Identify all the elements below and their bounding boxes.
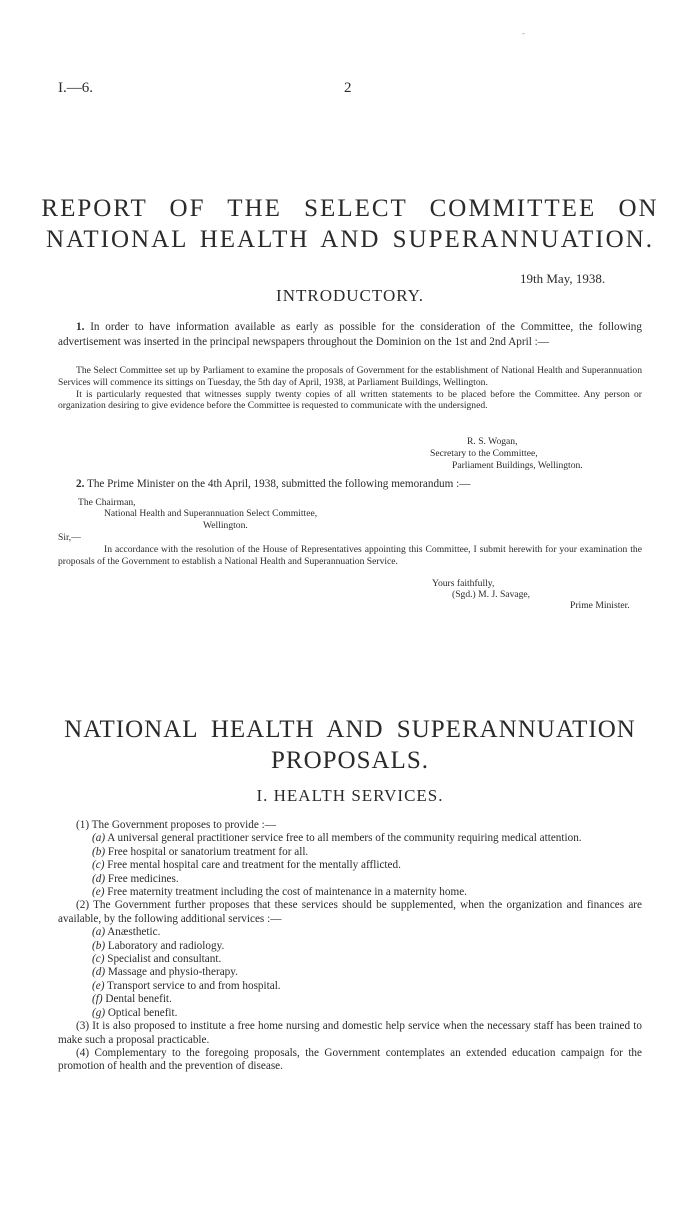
paragraph-2-number: 2. — [76, 478, 85, 490]
page-number: 2 — [344, 80, 352, 96]
report-title-line-1: REPORT OF THE SELECT COMMITTEE ON — [41, 195, 659, 222]
proposals-paragraph-1-intro: (1) The Government proposes to provide :— — [76, 819, 276, 831]
memo-closing: Yours faithfully, — [432, 578, 495, 589]
advertisement-signature-name: R. S. Wogan, — [467, 436, 518, 447]
advertisement-paragraph-1: The Select Committee set up by Parliament to examine the proposals of Government for the establishment of National Health and Superannuation Services will commence its sittings on Tuesday, the 5th day of April, 1938, at Parliament Buildings, Wellington. — [58, 365, 642, 388]
memo-address-3: Wellington. — [203, 520, 248, 531]
memo-address-1: The Chairman, — [78, 497, 136, 508]
report-title — [0, 193, 700, 255]
paragraph-1-number: 1. — [76, 321, 85, 333]
proposals-section-1 — [58, 819, 642, 1074]
list-item: (g) Optical benefit. — [92, 1006, 178, 1019]
list-item: (b) Free hospital or sanatorium treatment for all. — [92, 845, 309, 858]
proposals-title — [0, 714, 700, 776]
report-date: 19th May, 1938. — [520, 271, 606, 286]
proposals-title-line-1: NATIONAL HEALTH AND SUPERANNUATION — [64, 716, 636, 743]
introductory-heading: INTRODUCTORY. — [276, 286, 424, 305]
corner-mark: - — [522, 28, 525, 38]
list-item: (d) Massage and physio-therapy. — [92, 966, 238, 979]
list-item: (c) Specialist and consultant. — [92, 953, 222, 966]
list-item: (e) Free maternity treatment including the cost of maintenance in a maternity home. — [92, 886, 467, 899]
memo-salutation: Sir,— — [58, 532, 81, 543]
proposals-paragraph-4: (4) Complementary to the foregoing proposals, the Government contemplates an extended education campaign for the promotion of health and the prevention of disease. — [58, 1046, 642, 1073]
advertisement-signature-place: Parliament Buildings, Wellington. — [452, 460, 583, 471]
memo-address-2: National Health and Superannuation Select Committee, — [104, 508, 318, 519]
list-item: (a) Anæsthetic. — [92, 926, 161, 939]
health-services-heading: I. HEALTH SERVICES. — [256, 786, 444, 805]
document-reference: I.—6. — [58, 80, 93, 96]
memo-signed: (Sgd.) M. J. Savage, — [452, 589, 531, 600]
proposals-paragraph-2-intro: (2) The Government further proposes that these services should be supplemented, when the organization and finances are available, by the following additional services :— — [58, 899, 642, 925]
list-item: (b) Laboratory and radiology. — [92, 939, 225, 952]
proposals-paragraph-3: (3) It is also proposed to institute a free home nursing and domestic help service when the necessary staff has been trained to make such a proposal practicable. — [58, 1020, 642, 1046]
list-item: (c) Free mental hospital care and treatment for the mentally afflicted. — [92, 859, 401, 872]
list-item: (f) Dental benefit. — [92, 993, 172, 1006]
list-item: (e) Transport service to and from hospital. — [92, 979, 281, 992]
advertisement-signature-title: Secretary to the Committee, — [430, 448, 538, 459]
paragraph-2-text: The Prime Minister on the 4th April, 1938, submitted the following memorandum :— — [84, 478, 471, 490]
paragraph-2 — [58, 477, 642, 492]
proposals-title-line-2: PROPOSALS. — [271, 747, 429, 774]
memo-body: In accordance with the resolution of the House of Representatives appointing this Committee, I submit herewith for your examination the proposals of the Government to establish a National Health and Superannuation Service. — [58, 544, 642, 567]
advertisement — [58, 365, 642, 412]
memo-signer-title: Prime Minister. — [570, 600, 630, 611]
list-item: (a) A universal general practitioner service free to all members of the community requiring medical attention. — [92, 832, 582, 845]
advertisement-paragraph-2: It is particularly requested that witnesses supply twenty copies of all written statements to be placed before the Committee. Any person or organization desiring to give evidence before the Committee is requested to communicate with the undersigned. — [58, 388, 642, 412]
paragraph-1-text: In order to have information available as early as possible for the consideration of the Committee, the following advertisement was inserted in the principal newspapers throughout the Dominion on the 1st and 2nd April :— — [58, 321, 642, 348]
list-item: (d) Free medicines. — [92, 872, 179, 885]
report-title-line-2: NATIONAL HEALTH AND SUPERANNUATION. — [46, 226, 654, 253]
paragraph-1 — [58, 320, 642, 349]
